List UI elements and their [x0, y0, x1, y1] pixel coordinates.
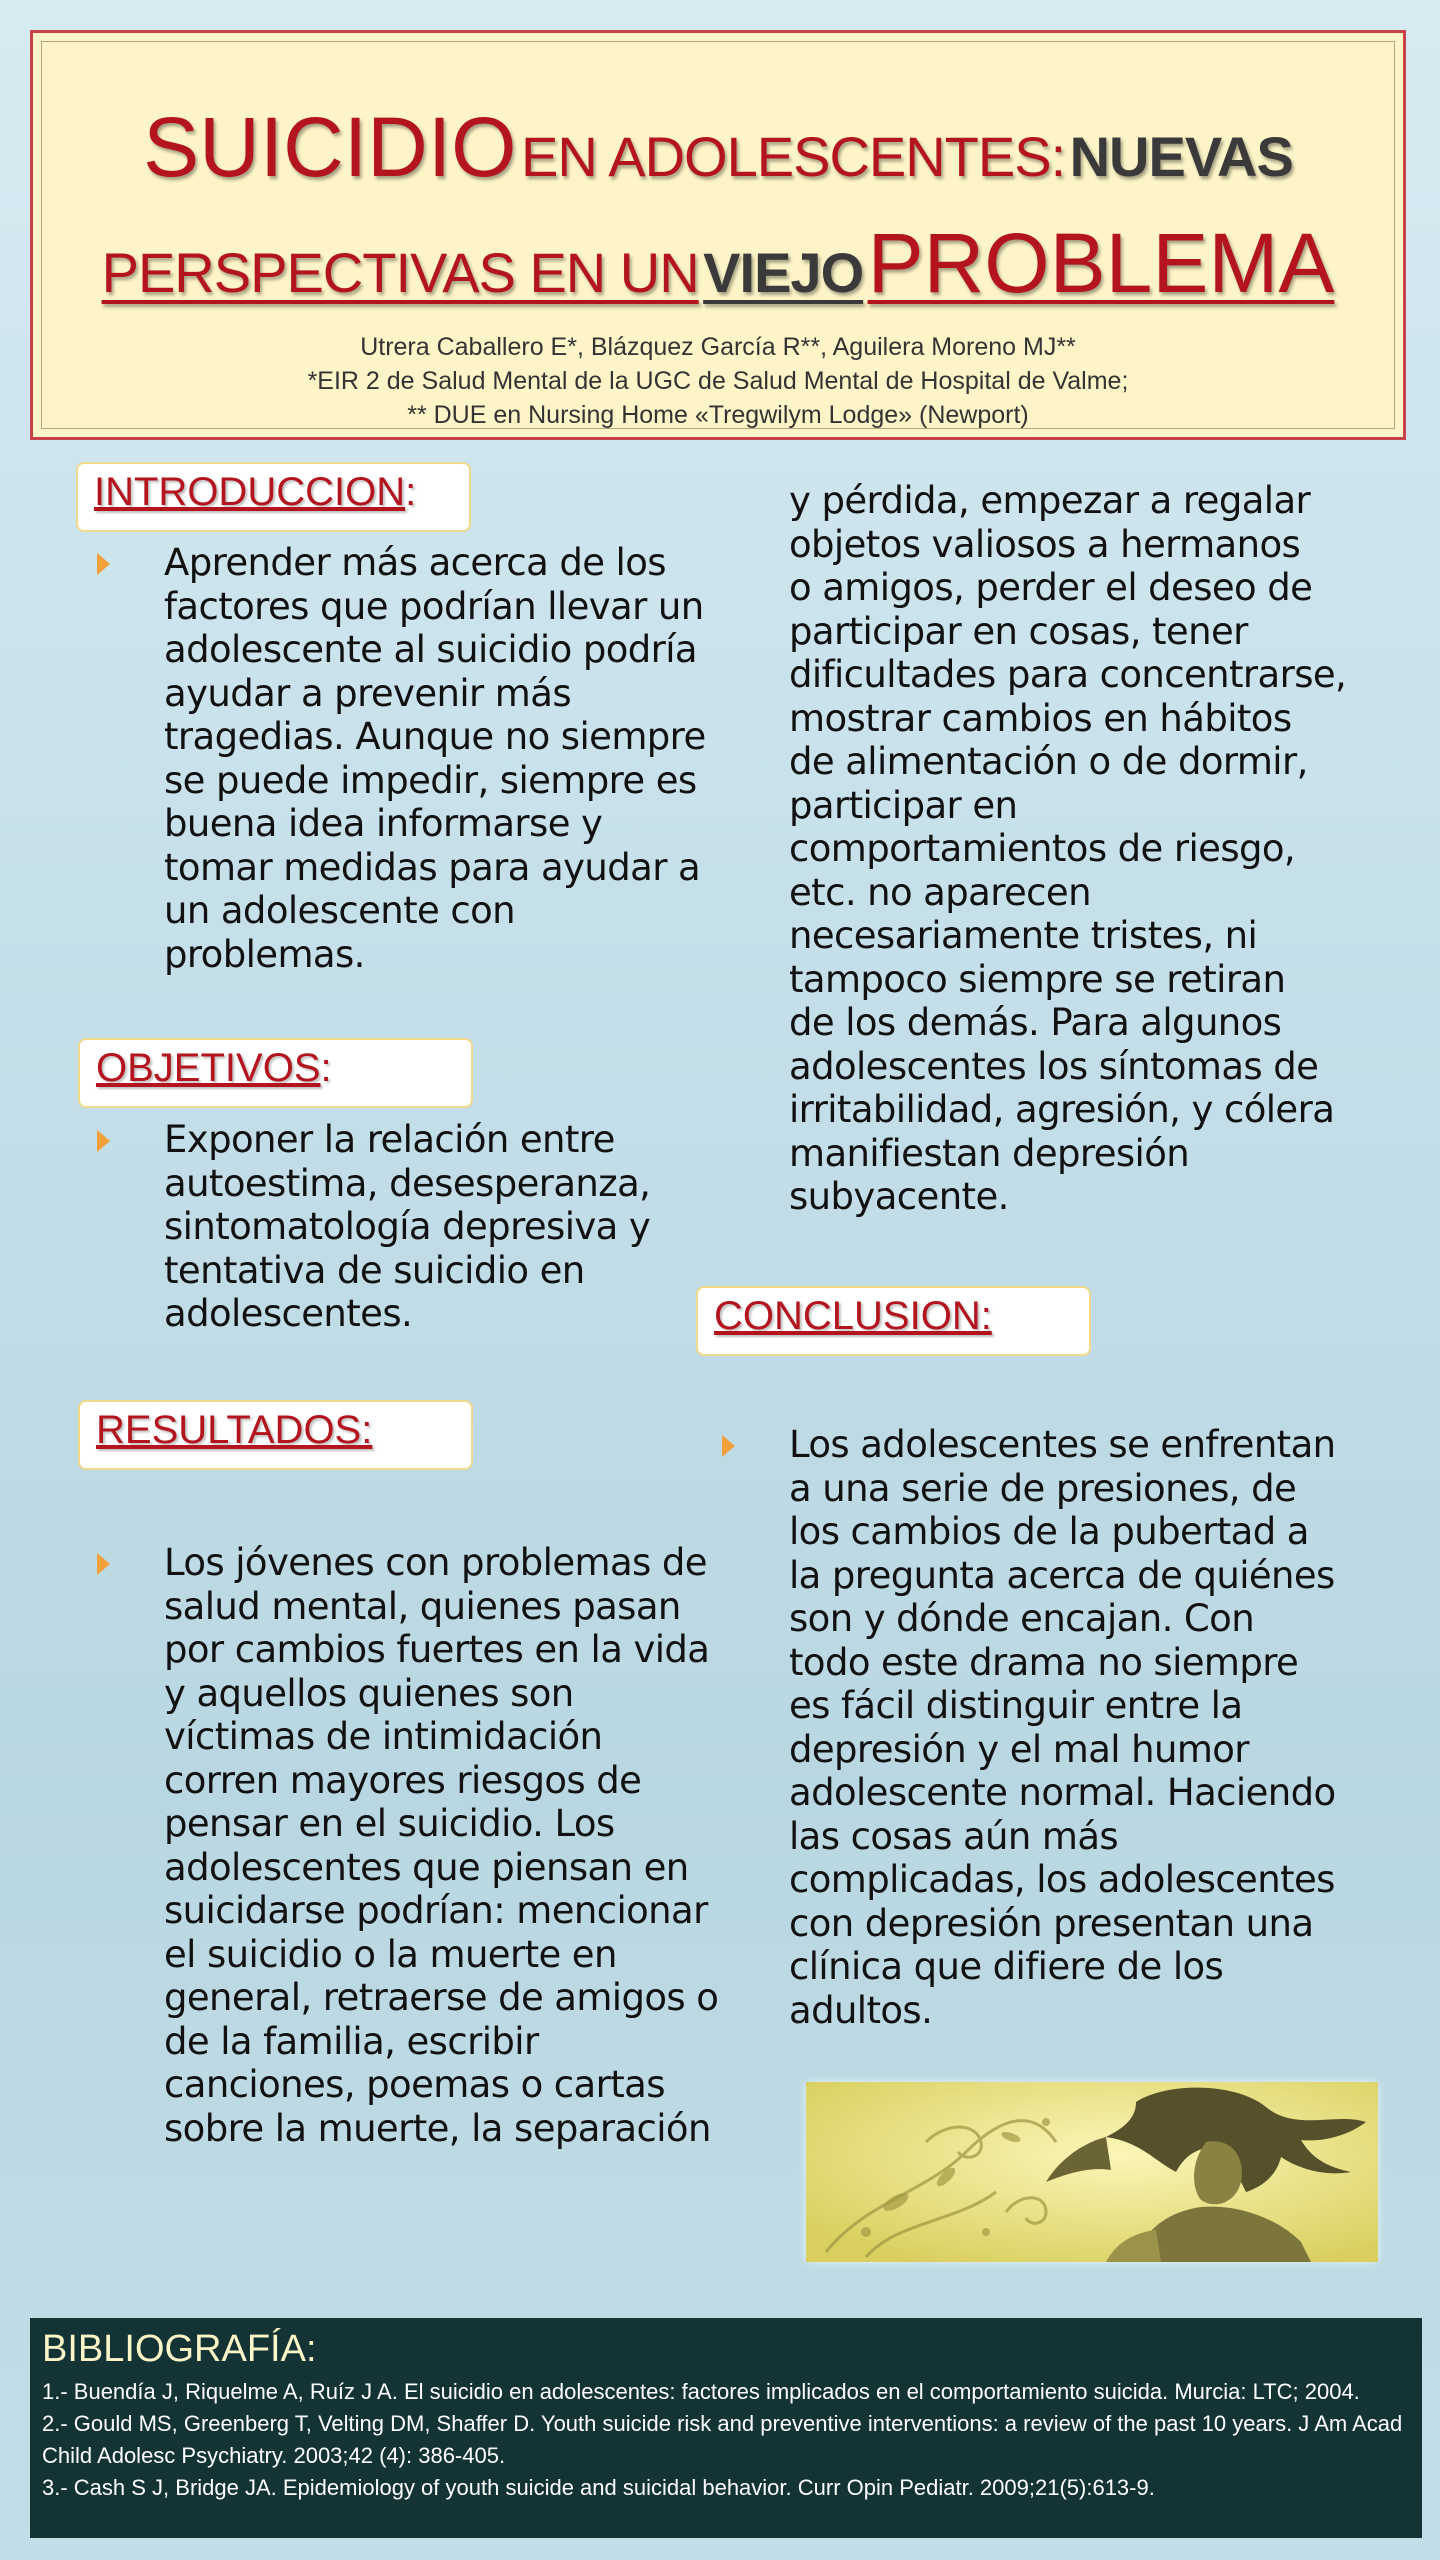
- text-line: adolescentes que piensan en: [164, 1845, 689, 1889]
- bullet-icon: [97, 553, 110, 575]
- title-nuevas: NUEVAS: [1069, 125, 1293, 188]
- text-line: se puede impedir, siempre es: [164, 758, 697, 802]
- text-line: tampoco siempre se retiran: [789, 957, 1286, 1001]
- text-line: sintomatología depresiva y: [164, 1205, 651, 1248]
- text-line: mostrar cambios en hábitos: [789, 696, 1292, 740]
- text-line: adolescentes los síntomas de: [789, 1044, 1319, 1088]
- text-line: con depresión presentan una: [789, 1901, 1314, 1945]
- text-line: de alimentación o de dormir,: [789, 740, 1308, 783]
- text-line: participar en cosas, tener: [789, 609, 1248, 653]
- woman-silhouette-illustration: [806, 2082, 1378, 2262]
- text-line: participar en: [789, 783, 1018, 827]
- introduccion-label: INTRODUCCION: [94, 470, 406, 514]
- text-line: autoestima, desesperanza,: [164, 1161, 651, 1205]
- text-line: todo este drama no siempre: [789, 1640, 1299, 1684]
- introduccion-heading: INTRODUCCION:: [76, 462, 471, 532]
- text-line: subyacente.: [789, 1175, 1009, 1218]
- text-line: problemas.: [164, 932, 365, 976]
- text-line: a una serie de presiones, de: [789, 1466, 1297, 1510]
- text-line: un adolescente con: [164, 889, 515, 932]
- text-line: sobre la muerte, la separación: [164, 2106, 711, 2150]
- bullet-icon: [722, 1435, 735, 1457]
- bibliografia-list: [42, 2376, 1412, 2504]
- text-line: factores que podrían llevar un: [164, 584, 704, 628]
- reference-item: 3.- Cash S J, Bridge JA. Epidemiology of youth suicide and suicidal behavior. Curr Opin Pediatr. 2009;21(5):613-9.: [42, 2475, 1155, 2500]
- poster-header: [30, 30, 1406, 440]
- resultados-label: RESULTADOS:: [96, 1408, 373, 1452]
- text-line: adolescentes.: [164, 1292, 413, 1335]
- reference-item: 1.- Buendía J, Riquelme A, Ruíz J A. El suicidio en adolescentes: factores implicados en el comportamiento suicida. Murcia: LTC; 2004.: [42, 2379, 1360, 2404]
- introduccion-text: [164, 541, 724, 976]
- bullet-icon: [97, 1553, 110, 1575]
- text-line: depresión y el mal humor: [789, 1727, 1249, 1771]
- text-line: manifiestan depresión: [789, 1131, 1190, 1175]
- text-line: complicadas, los adolescentes: [789, 1858, 1335, 1901]
- conclusion-heading: [696, 1286, 1091, 1356]
- text-line: etc. no aparecen: [789, 870, 1091, 914]
- text-line: Exponer la relación entre: [164, 1118, 615, 1161]
- text-line: irritabilidad, agresión, y cólera: [789, 1088, 1335, 1131]
- conclusion-label: CONCLUSION:: [714, 1294, 992, 1338]
- text-line: corren mayores riesgos de: [164, 1758, 642, 1802]
- text-line: adolescente normal. Haciendo: [789, 1771, 1336, 1814]
- objetivos-text: [164, 1118, 724, 1336]
- conclusion-text: [789, 1423, 1389, 2032]
- text-line: o amigos, perder el deseo de: [789, 566, 1313, 609]
- text-line: de los demás. Para algunos: [789, 1001, 1282, 1044]
- authors-names: Utrera Caballero E*, Blázquez García R**, Aguilera Moreno MJ**: [360, 333, 1076, 361]
- title-problema: PROBLEMA: [867, 216, 1335, 310]
- text-line: la pregunta acerca de quiénes: [789, 1553, 1335, 1597]
- text-line: necesariamente tristes, ni: [789, 914, 1258, 957]
- title-line-2: [33, 216, 1403, 310]
- text-line: ayudar a prevenir más: [164, 671, 571, 715]
- authors-affiliation-1: *EIR 2 de Salud Mental de la UGC de Salud Mental de Hospital de Valme;: [307, 366, 1129, 395]
- text-line: por cambios fuertes en la vida: [164, 1628, 710, 1671]
- text-line: de la familia, escribir: [164, 2019, 539, 2063]
- text-line: general, retraerse de amigos o: [164, 1976, 719, 2019]
- title-perspectivas: PERSPECTIVAS EN UN: [101, 241, 699, 304]
- resultados-continued-text: [789, 479, 1389, 1219]
- authors-block: [33, 331, 1403, 432]
- text-line: son y dónde encajan. Con: [789, 1597, 1255, 1640]
- resultados-heading: [78, 1400, 473, 1470]
- bibliografia-title: BIBLIOGRAFÍA:: [42, 2328, 317, 2370]
- reference-item: 2.- Gould MS, Greenberg T, Velting DM, Shaffer D. Youth suicide risk and preventive interventions: a review of the past 10 years. J Am Acad Child Adolesc Psychiatry. 2003;42 (4): 386-405.: [42, 2411, 1403, 2468]
- text-line: buena idea informarse y: [164, 802, 603, 845]
- objetivos-label: OBJETIVOS: [96, 1046, 321, 1090]
- text-line: suicidarse podrían: mencionar: [164, 1889, 708, 1932]
- title-en-adolescentes: EN ADOLESCENTES:: [520, 125, 1066, 188]
- text-line: el suicidio o la muerte en: [164, 1932, 617, 1976]
- text-line: salud mental, quienes pasan: [164, 1584, 681, 1628]
- title-viejo: VIEJO: [703, 241, 864, 304]
- text-line: Los jóvenes con problemas de: [164, 1541, 707, 1584]
- text-line: tragedias. Aunque no siempre: [164, 715, 706, 758]
- objetivos-heading: OBJETIVOS:: [78, 1038, 473, 1108]
- text-line: las cosas aún más: [789, 1814, 1119, 1858]
- title-suicidio: SUICIDIO: [143, 100, 517, 194]
- text-line: y aquellos quienes son: [164, 1671, 574, 1715]
- decorative-illustration: [806, 2082, 1378, 2262]
- text-line: tentativa de suicidio en: [164, 1248, 585, 1292]
- text-line: Aprender más acerca de los: [164, 541, 666, 584]
- text-line: adultos.: [789, 1988, 933, 2032]
- text-line: los cambios de la pubertad a: [789, 1510, 1309, 1553]
- text-line: es fácil distinguir entre la: [789, 1684, 1243, 1727]
- text-line: tomar medidas para ayudar a: [164, 845, 701, 889]
- text-line: dificultades para concentrarse,: [789, 653, 1347, 696]
- resultados-text: [164, 1541, 744, 2150]
- authors-affiliation-2: ** DUE en Nursing Home «Tregwilym Lodge» (Newport): [407, 400, 1029, 429]
- text-line: víctimas de intimidación: [164, 1715, 603, 1758]
- text-line: pensar en el suicidio. Los: [164, 1802, 615, 1845]
- bullet-icon: [97, 1130, 110, 1152]
- text-line: canciones, poemas o cartas: [164, 2063, 665, 2106]
- text-line: y pérdida, empezar a regalar: [789, 479, 1311, 522]
- title-line-1: [33, 100, 1403, 194]
- text-line: clínica que difiere de los: [789, 1945, 1224, 1988]
- text-line: adolescente al suicidio podría: [164, 628, 697, 671]
- bibliografia-panel: [30, 2318, 1422, 2538]
- text-line: comportamientos de riesgo,: [789, 827, 1296, 870]
- text-line: objetos valiosos a hermanos: [789, 522, 1301, 566]
- text-line: Los adolescentes se enfrentan: [789, 1423, 1336, 1466]
